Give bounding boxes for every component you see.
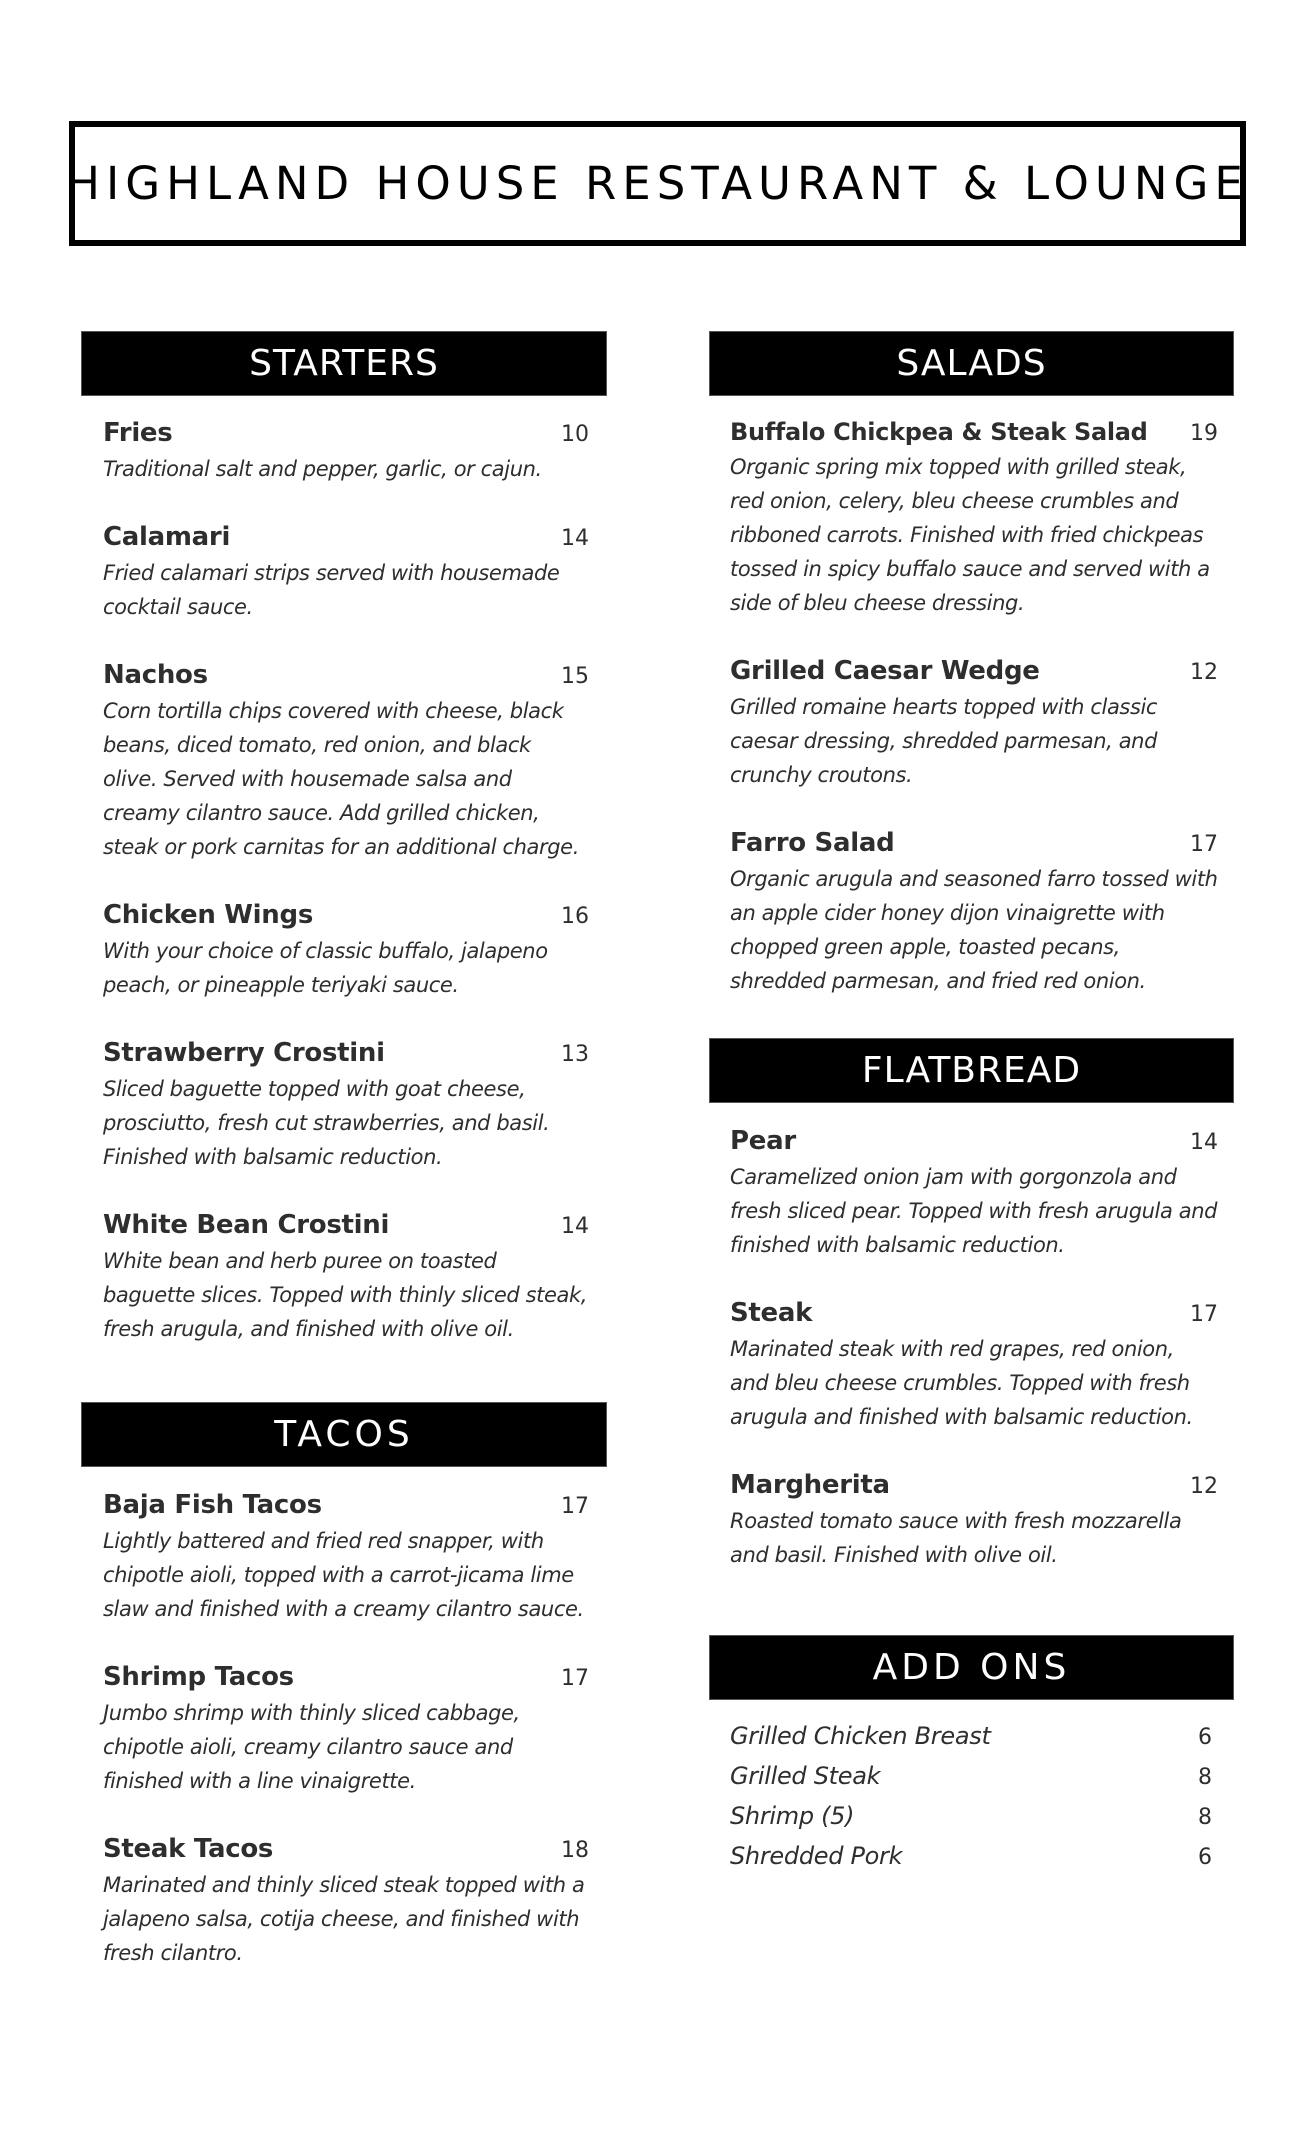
addon-item xyxy=(730,1722,1212,1762)
item-name: Nachos xyxy=(103,660,208,690)
menu-item xyxy=(730,1126,1218,1262)
item-name: Baja Fish Tacos xyxy=(103,1490,322,1520)
item-name: Steak xyxy=(730,1298,813,1328)
item-name: Shrimp Tacos xyxy=(103,1662,294,1692)
item-price: 17 xyxy=(1190,1302,1218,1327)
item-price: 10 xyxy=(561,422,589,447)
menu-item xyxy=(730,418,1218,620)
item-price: 17 xyxy=(561,1666,589,1691)
addon-price: 6 xyxy=(1198,1725,1212,1750)
item-name: Strawberry Crostini xyxy=(103,1038,385,1068)
section-label: TACOS xyxy=(274,1414,414,1455)
addon-name: Grilled Chicken Breast xyxy=(730,1722,991,1750)
item-description: Traditional salt and pepper, garlic, or cajun. xyxy=(103,457,542,481)
section-label: FLATBREAD xyxy=(861,1050,1082,1091)
item-price: 17 xyxy=(1190,832,1218,857)
item-name: Fries xyxy=(103,418,173,448)
menu-item xyxy=(103,1210,589,1346)
item-price: 19 xyxy=(1190,421,1218,446)
addons-list xyxy=(730,1722,1212,1882)
item-price: 17 xyxy=(561,1494,589,1519)
section-label: STARTERS xyxy=(249,343,439,384)
title-box xyxy=(66,121,1249,246)
menu-item xyxy=(103,522,589,624)
item-description: Roasted tomato sauce with fresh mozzarella and basil. Finished with olive oil. xyxy=(730,1509,1182,1567)
item-name: Margherita xyxy=(730,1470,890,1500)
menu-item xyxy=(103,1834,589,1970)
item-name: Calamari xyxy=(103,522,231,552)
section-header-flatbread xyxy=(709,1038,1234,1103)
addon-item xyxy=(730,1842,1212,1882)
item-description: Corn tortilla chips covered with cheese, black beans, diced tomato, red onion, and black olive. Served with housemade salsa and creamy cilantro sauce. Add grilled chicken, steak or pork carnitas for an additional charge. xyxy=(103,699,579,859)
addon-item xyxy=(730,1762,1212,1802)
item-name: Pear xyxy=(730,1126,796,1156)
addon-price: 6 xyxy=(1198,1845,1212,1870)
item-name: Buffalo Chickpea & Steak Salad xyxy=(730,418,1148,446)
item-price: 12 xyxy=(1190,660,1218,685)
item-price: 12 xyxy=(1190,1474,1218,1499)
item-description: With your choice of classic buffalo, jalapeno peach, or pineapple teriyaki sauce. xyxy=(103,939,548,997)
item-description: Organic spring mix topped with grilled steak, red onion, celery, bleu cheese crumbles and ribboned carrots. Finished with fried chickpeas tossed in spicy buffalo sauce and served with a side of bleu cheese dressing. xyxy=(730,455,1210,615)
section-header-starters xyxy=(81,331,607,396)
item-name: Farro Salad xyxy=(730,828,895,858)
item-name: Steak Tacos xyxy=(103,1834,274,1864)
item-description: Sliced baguette topped with goat cheese, prosciutto, fresh cut strawberries, and basil. Finished with balsamic reduction. xyxy=(103,1077,550,1169)
starters-list xyxy=(103,418,589,1346)
section-header-addons xyxy=(709,1635,1234,1700)
item-price: 16 xyxy=(561,904,589,929)
item-description: Organic arugula and seasoned farro tossed with an apple cider honey dijon vinaigrette with chopped green apple, toasted pecans, shredded parmesan, and fried red onion. xyxy=(730,867,1218,993)
restaurant-title: HIGHLAND HOUSE RESTAURANT & LOUNGE xyxy=(66,157,1249,210)
item-description: Marinated steak with red grapes, red onion, and bleu cheese crumbles. Topped with fresh arugula and finished with balsamic reduction. xyxy=(730,1337,1193,1429)
item-price: 15 xyxy=(561,664,589,689)
item-description: Fried calamari strips served with housemade cocktail sauce. xyxy=(103,561,560,619)
tacos-list xyxy=(103,1490,589,1970)
item-description: Grilled romaine hearts topped with classic caesar dressing, shredded parmesan, and crunchy croutons. xyxy=(730,695,1158,787)
menu-item xyxy=(103,1662,589,1798)
addon-name: Grilled Steak xyxy=(730,1762,881,1790)
section-header-tacos xyxy=(81,1402,607,1467)
item-name: White Bean Crostini xyxy=(103,1210,390,1240)
section-header-salads xyxy=(709,331,1234,396)
item-name: Grilled Caesar Wedge xyxy=(730,656,1040,686)
flatbread-list xyxy=(730,1126,1218,1572)
addon-price: 8 xyxy=(1198,1765,1212,1790)
item-description: Jumbo shrimp with thinly sliced cabbage, chipotle aioli, creamy cilantro sauce and finished with a line vinaigrette. xyxy=(103,1701,520,1793)
item-description: Marinated and thinly sliced steak topped with a jalapeno salsa, cotija cheese, and finished with fresh cilantro. xyxy=(103,1873,585,1965)
menu-item xyxy=(730,656,1218,792)
menu-item xyxy=(730,1470,1218,1572)
addon-price: 8 xyxy=(1198,1805,1212,1830)
section-label: ADD ONS xyxy=(872,1647,1071,1688)
salads-list xyxy=(730,418,1218,998)
addon-name: Shredded Pork xyxy=(730,1842,903,1870)
section-label: SALADS xyxy=(896,343,1047,384)
addon-name: Shrimp (5) xyxy=(730,1802,855,1830)
item-description: Caramelized onion jam with gorgonzola and fresh sliced pear. Topped with fresh arugula and finished with balsamic reduction. xyxy=(730,1165,1218,1257)
item-description: White bean and herb puree on toasted baguette slices. Topped with thinly sliced steak, fresh arugula, and finished with olive oil. xyxy=(103,1249,587,1341)
menu-item xyxy=(103,1490,589,1626)
item-name: Chicken Wings xyxy=(103,900,313,930)
menu-item xyxy=(103,1038,589,1174)
menu-item xyxy=(730,1298,1218,1434)
item-price: 18 xyxy=(561,1838,589,1863)
menu-item xyxy=(103,418,589,486)
menu-item xyxy=(103,660,589,864)
item-description: Lightly battered and fried red snapper, with chipotle aioli, topped with a carrot-jicama lime slaw and finished with a creamy cilantro sauce. xyxy=(103,1529,584,1621)
item-price: 14 xyxy=(561,1214,589,1239)
menu-item xyxy=(103,900,589,1002)
item-price: 14 xyxy=(561,526,589,551)
item-price: 14 xyxy=(1190,1130,1218,1155)
addon-item xyxy=(730,1802,1212,1842)
menu-item xyxy=(730,828,1218,998)
item-price: 13 xyxy=(561,1042,589,1067)
